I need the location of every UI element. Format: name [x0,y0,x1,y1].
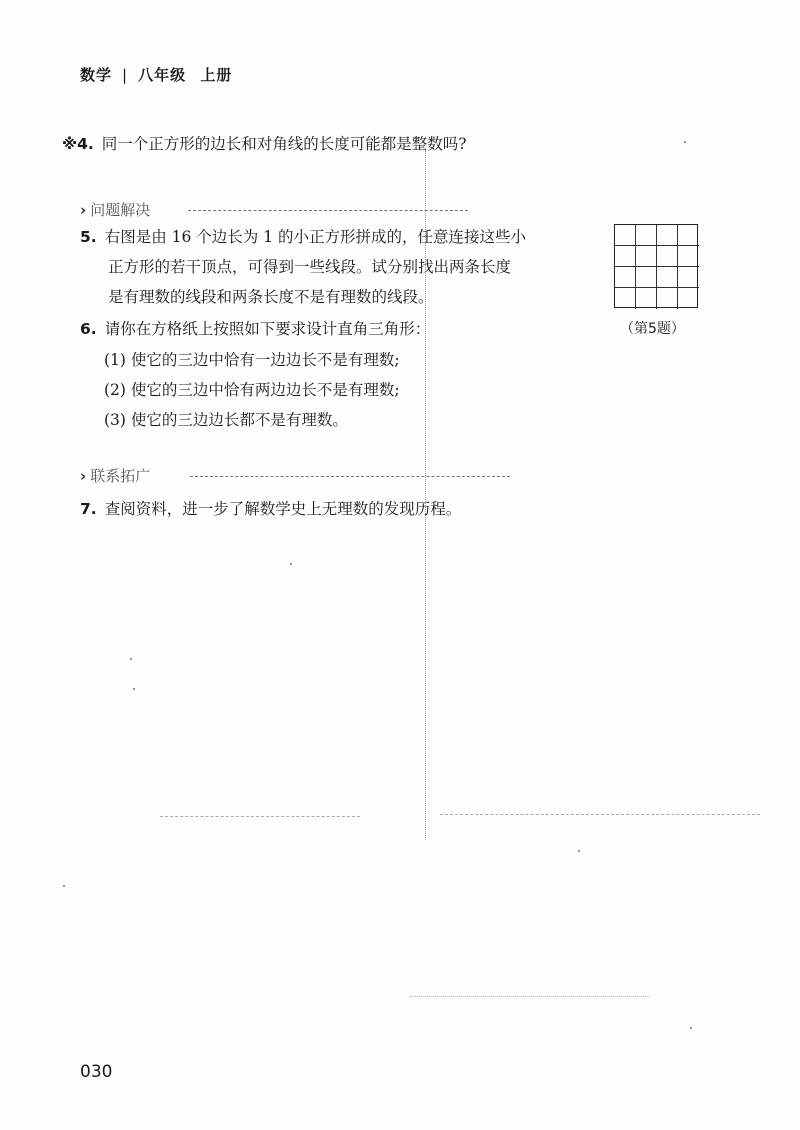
question-7-number: 7. [80,500,97,518]
header-grade: 八年级 [138,66,187,84]
question-6-number: 6. [80,320,97,338]
page-number: 030 [80,1062,113,1082]
grid-cell [657,288,678,309]
question-5 [80,224,526,250]
scan-artifact-line [440,814,760,815]
scan-speck [133,688,135,690]
grid-cell [678,288,699,309]
grid-cell [615,267,636,288]
scan-speck [690,1027,692,1029]
scan-speck [130,658,132,660]
question-5-grid-figure [614,224,698,308]
question-5-line-3: 是有理数的线段和两条长度不是有理数的线段。 [108,288,434,306]
scan-speck [290,563,292,565]
question-5-line-1: 右图是由 16 个边长为 1 的小正方形拼成的，任意连接这些小 [104,228,526,246]
scan-artifact-line [410,996,650,997]
section-title: 问题解决 [90,201,151,219]
question-6-text: 请你在方格纸上按照如下要求设计直角三角形： [104,320,431,338]
section-arrow-icon: › [80,467,87,485]
grid-cell [678,246,699,267]
question-5-line-2: 正方形的若干顶点，可得到一些线段。试分别找出两条长度 [108,258,512,276]
scan-speck [63,885,65,887]
grid-cell [615,225,636,246]
header-separator: | [122,66,129,84]
scan-artifact-line [160,816,360,817]
grid-cell [678,267,699,288]
grid-cell [657,246,678,267]
page-header [80,64,232,85]
section-heading-extension [80,465,150,486]
header-volume: 上册 [200,66,233,84]
section-arrow-icon: › [80,201,87,219]
question-4-text: 同一个正方形的边长和对角线的长度可能都是整数吗? [101,135,467,153]
grid-cell [657,267,678,288]
question-6 [80,316,430,342]
grid-cell [636,225,657,246]
section-title: 联系拓广 [90,467,151,485]
question-4 [62,131,467,157]
question-6-item-2: (2) 使它的三边中恰有两边边长不是有理数; [104,381,400,399]
grid-cell [636,267,657,288]
section-heading-problem-solving [80,199,150,220]
grid-cell [636,288,657,309]
header-subject: 数学 [80,66,113,84]
question-7 [80,496,461,522]
grid-cell [636,246,657,267]
section-divider [190,476,510,477]
question-6-item-3: (3) 使它的三边边长都不是有理数。 [104,411,348,429]
figure-caption: （第5题） [620,321,685,337]
question-5-number: 5. [80,228,97,246]
grid-cell [657,225,678,246]
grid-cell [615,288,636,309]
grid-cell [615,246,636,267]
scan-speck [684,141,686,143]
section-divider [188,210,468,211]
question-4-number: ※4. [62,135,94,153]
question-7-text: 查阅资料，进一步了解数学史上无理数的发现历程。 [104,500,462,518]
question-6-item-1: (1) 使它的三边中恰有一边边长不是有理数; [104,351,400,369]
grid-cell [678,225,699,246]
scan-speck [578,850,580,852]
